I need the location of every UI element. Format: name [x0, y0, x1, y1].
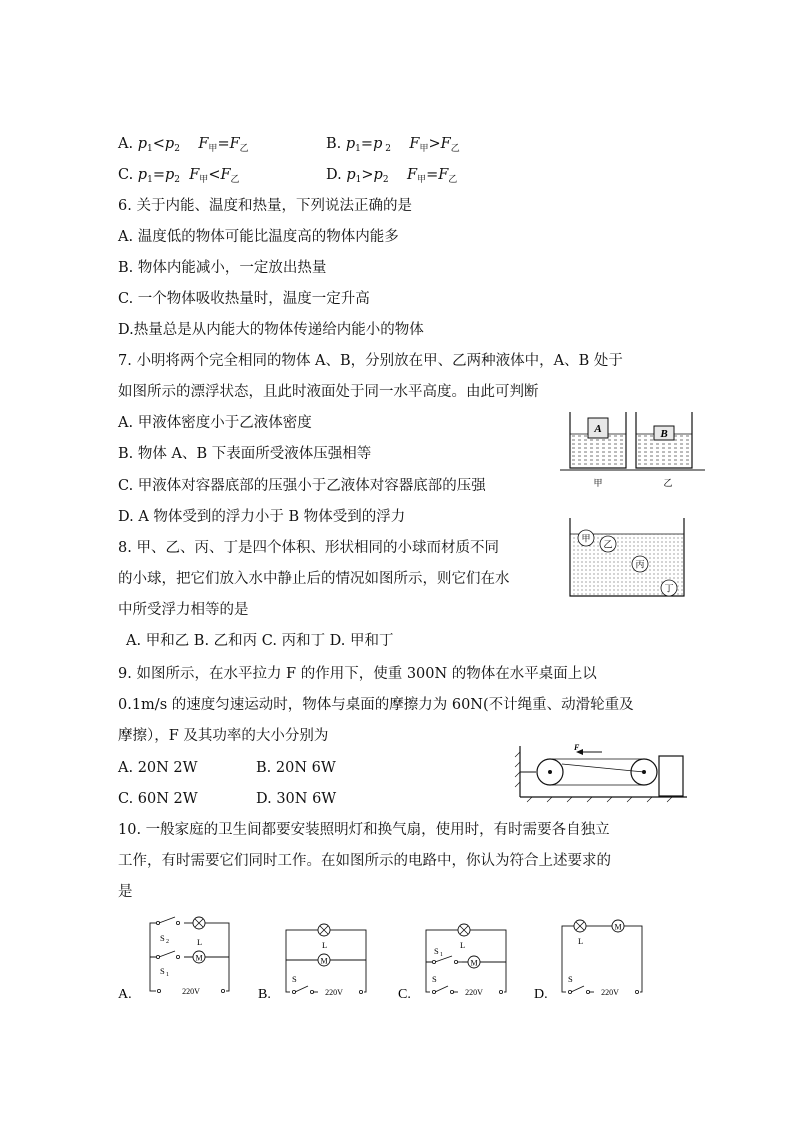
q9-object-block	[659, 756, 683, 796]
svg-text:M: M	[470, 958, 478, 968]
q6-option-d: D.热量总是从内能大的物体传递给内能小的物体	[118, 322, 424, 338]
q7-containers-figure	[560, 410, 710, 490]
q9-option-c: C. 60N 2W	[118, 791, 198, 807]
svg-text:1: 1	[166, 972, 169, 978]
q10-circuit-a-label: A.	[118, 987, 132, 1002]
q10-circuit-a	[116, 912, 236, 1004]
svg-text:L: L	[460, 940, 466, 950]
svg-text:220V: 220V	[465, 988, 483, 997]
svg-text:S: S	[160, 966, 165, 976]
svg-text:丁: 丁	[664, 583, 674, 594]
svg-text:L: L	[322, 940, 328, 950]
q8-stem-line2: 的小球，把它们放入水中静止后的情况如图所示，则它们在水	[118, 571, 510, 587]
q6-stem: 6. 关于内能、温度和热量，下列说法正确的是	[118, 198, 412, 214]
q10-circuit-d	[532, 912, 652, 1004]
q8-stem-line1: 8. 甲、乙、丙、丁是四个体积、形状相同的小球而材质不同	[118, 540, 499, 556]
q7-label-yi: 乙	[663, 478, 673, 488]
svg-text:220V: 220V	[325, 988, 343, 997]
svg-text:220V: 220V	[182, 987, 200, 996]
svg-text:S: S	[432, 974, 437, 984]
q10-circuit-b-label: B.	[258, 987, 271, 1002]
q8-stem-line3: 中所受浮力相等的是	[118, 602, 249, 618]
q7-option-c: C. 甲液体对容器底部的压强小于乙液体对容器底部的压强	[118, 478, 486, 494]
svg-text:2: 2	[166, 939, 169, 945]
svg-text:S: S	[434, 946, 439, 956]
q9-pulley-figure	[512, 742, 692, 804]
q9-force-label: F	[574, 743, 580, 752]
q7-option-d: D. A 物体受到的浮力小于 B 物体受到的浮力	[118, 509, 406, 525]
q5-option-a: A. $p_1<p_2$ $F_甲=F_乙$	[118, 136, 249, 154]
svg-text:乙: 乙	[603, 539, 613, 550]
q7-label-jia: 甲	[593, 478, 603, 488]
svg-text:S: S	[568, 974, 573, 984]
svg-text:M: M	[614, 922, 622, 932]
q9-stem-line2: 0.1m/s 的速度匀速运动时，物体与桌面的摩擦力为 60N(不计绳重、动滑轮重及	[118, 697, 634, 713]
svg-text:丙: 丙	[635, 559, 645, 570]
q6-option-b: B. 物体内能减小，一定放出热量	[118, 260, 327, 276]
svg-text:M: M	[320, 956, 328, 966]
q7-option-a: A. 甲液体密度小于乙液体密度	[118, 415, 312, 431]
q10-circuit-d-label: D.	[534, 987, 548, 1002]
svg-text:220V: 220V	[601, 988, 619, 997]
q10-stem-line3: 是	[118, 884, 133, 900]
q10-stem-line2: 工作，有时需要它们同时工作。在如图所示的电路中，你认为符合上述要求的	[118, 853, 611, 869]
q7-block-b-label: B	[660, 428, 668, 440]
q9-option-d: D. 30N 6W	[256, 791, 337, 807]
q5-option-b: B. $p_1=p$ $_2$ $F_甲>F_乙$	[326, 136, 460, 154]
q7-stem-line1: 7. 小明将两个完全相同的物体 A、B，分别放在甲、乙两种液体中，A、B 处于	[118, 353, 623, 369]
svg-text:S: S	[292, 974, 297, 984]
q5-option-c: C. $p_1=p_2$ $F_甲<F_乙$	[118, 167, 240, 185]
q10-circuit-c	[396, 912, 516, 1004]
q7-stem-line2: 如图所示的漂浮状态，且此时液面处于同一水平高度。由此可判断	[118, 384, 539, 400]
q7-block-a-label: A	[594, 423, 602, 435]
svg-text:L: L	[197, 937, 203, 947]
q10-circuit-c-label: C.	[398, 987, 411, 1002]
svg-text:L: L	[578, 936, 584, 946]
q6-option-c: C. 一个物体吸收热量时，温度一定升高	[118, 291, 370, 307]
q9-option-b: B. 20N 6W	[256, 760, 336, 776]
svg-text:甲: 甲	[581, 533, 591, 544]
q9-stem-line1: 9. 如图所示，在水平拉力 F 的作用下，使重 300N 的物体在水平桌面上以	[118, 666, 597, 682]
q8-options: A. 甲和乙 B. 乙和丙 C. 丙和丁 D. 甲和丁	[126, 633, 394, 649]
q6-option-a: A. 温度低的物体可能比温度高的物体内能多	[118, 229, 399, 245]
svg-text:S: S	[160, 933, 165, 943]
svg-text:1: 1	[440, 952, 443, 958]
svg-text:M: M	[195, 953, 203, 963]
q9-option-a: A. 20N 2W	[118, 760, 198, 776]
q8-balls-figure	[568, 516, 688, 600]
q9-stem-line3: 摩擦），F 及其功率的大小分别为	[118, 728, 329, 744]
q5-option-d: D. $p_1>p_2$ $F_甲=F_乙$	[326, 167, 458, 185]
q10-circuit-b	[256, 912, 376, 1004]
q10-stem-line1: 10. 一般家庭的卫生间都要安装照明灯和换气扇，使用时，有时需要各自独立	[118, 822, 610, 838]
q7-option-b: B. 物体 A、B 下表面所受液体压强相等	[118, 446, 372, 462]
